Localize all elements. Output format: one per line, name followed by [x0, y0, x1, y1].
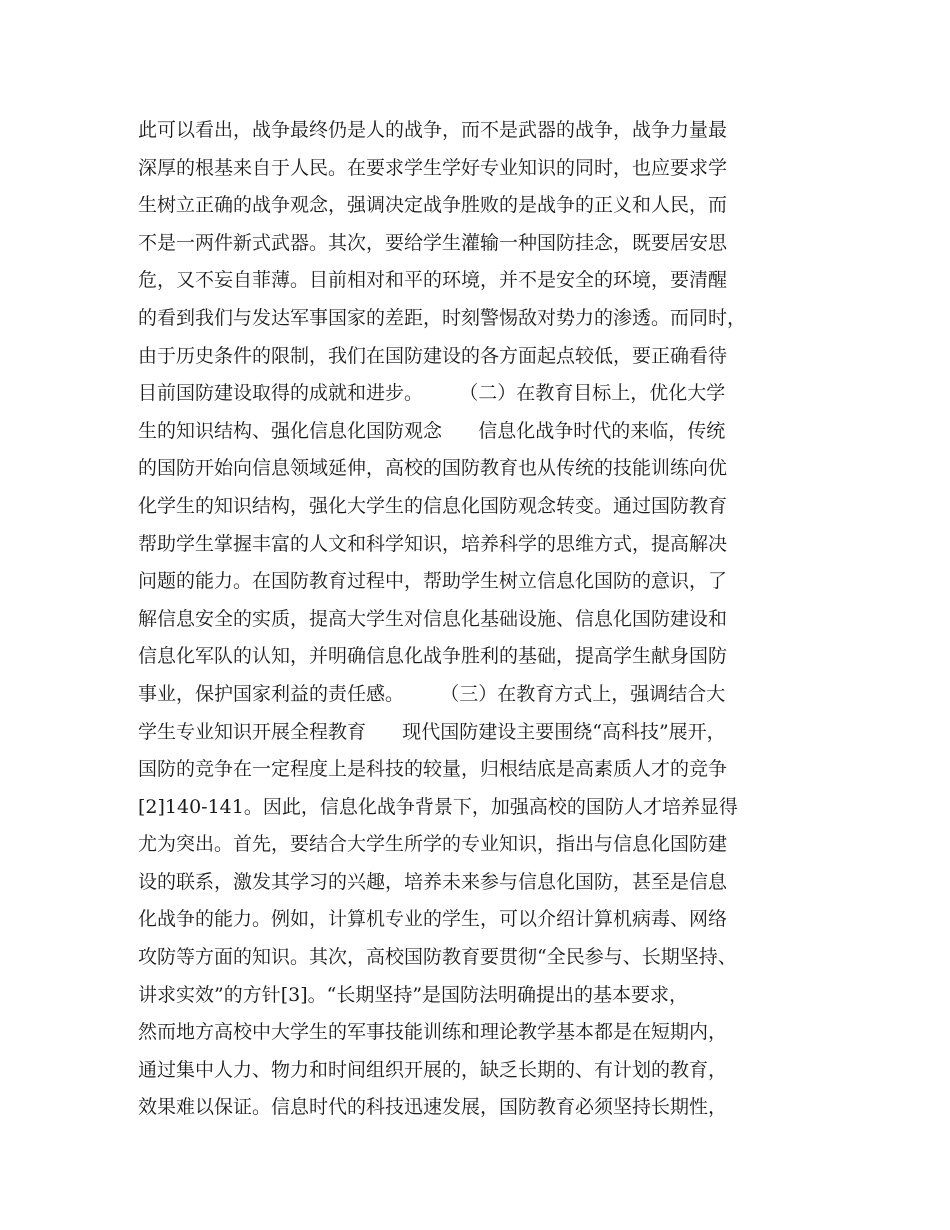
text-line-20: 尤为突出。首先，要结合大学生所学的专业知识，指出与信息化国防建 — [138, 833, 728, 856]
text-line-4: 不是一两件新式武器。其次，要给学生灌输一种国防挂念，既要居安思 — [138, 231, 728, 254]
text-line-5: 危，又不妄自菲薄。目前相对和平的环境，并不是安全的环境，要清醒 — [138, 269, 728, 292]
text-line-10: 的国防开始向信息领域延伸，高校的国防教育也从传统的技能训练向优 — [138, 457, 728, 480]
text-line-2: 深厚的根基来自于人民。在要求学生学好专业知识的同时，也应要求学 — [138, 156, 728, 179]
text-line-18: 国防的竞争在一定程度上是科技的较量，归根结底是高素质人才的竞争 — [138, 758, 728, 781]
text-line-12: 帮助学生掌握丰富的人文和科学知识，培养科学的思维方式，提高解决 — [138, 532, 728, 555]
text-line-15: 信息化军队的认知，并明确信息化战争胜利的基础，提高学生献身国防 — [138, 645, 728, 668]
text-line-22: 化战争的能力。例如，计算机专业的学生，可以介绍计算机病毒、网络 — [138, 908, 728, 931]
text-line-9: 生的知识结构、强化信息化国防观念 信息化战争时代的来临，传统 — [138, 419, 726, 442]
text-line-14: 解信息安全的实质，提高大学生对信息化基础设施、信息化国防建设和 — [138, 607, 728, 630]
text-line-8: 目前国防建设取得的成就和进步。 （二）在教育目标上，优化大学 — [138, 382, 726, 405]
text-line-27: 效果难以保证。信息时代的科技迅速发展，国防教育必须坚持长期性， — [138, 1096, 728, 1119]
text-line-7: 由于历史条件的限制，我们在国防建设的各方面起点较低，要正确看待 — [138, 344, 728, 367]
body-text — [138, 112, 838, 1127]
text-line-23: 攻防等方面的知识。其次，高校国防教育要贯彻“全民参与、长期坚持、 — [138, 946, 737, 969]
text-line-6: 的看到我们与发达军事国家的差距，时刻警惕敌对势力的渗透。而同时， — [138, 306, 747, 329]
text-line-21: 设的联系，激发其学习的兴趣，培养未来参与信息化国防，甚至是信息 — [138, 870, 728, 893]
text-line-13: 问题的能力。在国防教育过程中，帮助学生树立信息化国防的意识，了 — [138, 570, 728, 593]
text-line-24: 讲求实效”的方针[3]。“长期坚持”是国防法明确提出的基本要求， — [138, 983, 689, 1006]
text-line-16: 事业，保护国家利益的责任感。 （三）在教育方式上，强调结合大 — [138, 682, 726, 705]
text-line-19: [2]140-141。因此，信息化战争背景下，加强高校的国防人才培养显得 — [138, 795, 738, 818]
text-line-11: 化学生的知识结构，强化大学生的信息化国防观念转变。通过国防教育 — [138, 494, 728, 517]
text-line-25: 然而地方高校中大学生的军事技能训练和理论教学基本都是在短期内， — [138, 1021, 728, 1044]
text-line-1: 此可以看出，战争最终仍是人的战争，而不是武器的战争，战争力量最 — [138, 119, 728, 141]
text-line-17: 学生专业知识开展全程教育 现代国防建设主要围绕“高科技”展开， — [138, 720, 726, 743]
text-line-26: 通过集中人力、物力和时间组织开展的，缺乏长期的、有计划的教育， — [138, 1058, 728, 1081]
text-line-3: 生树立正确的战争观念，强调决定战争胜败的是战争的正义和人民，而 — [138, 194, 728, 217]
